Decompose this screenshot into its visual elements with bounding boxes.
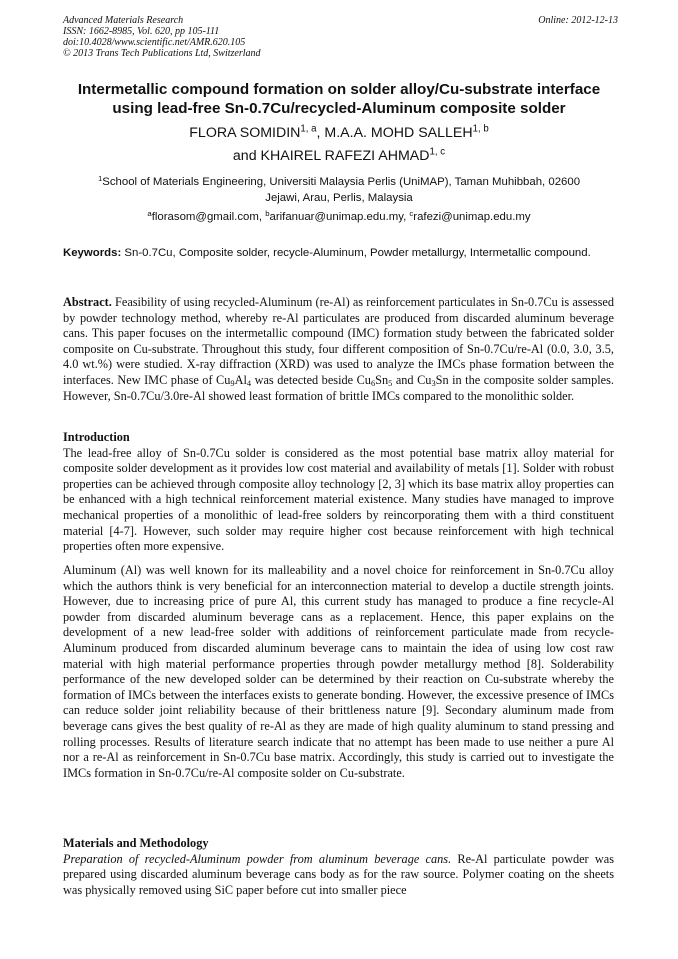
materials-section xyxy=(63,836,614,898)
journal-name: Advanced Materials Research xyxy=(63,15,184,26)
author-emails xyxy=(40,209,638,225)
affiliation-number: 1 xyxy=(97,173,103,183)
email-mark: a xyxy=(147,208,152,218)
abstract-text: and Cu xyxy=(392,372,432,387)
materials-heading: Materials and Methodology xyxy=(63,836,209,850)
author-affiliation-mark: 1, a xyxy=(300,123,317,135)
keywords-text: Sn-0.7Cu, Composite solder, recycle-Aluminum, Powder metallurgy, Intermetallic compound. xyxy=(121,247,591,259)
title-line-1: Intermetallic compound formation on solder alloy/Cu-substrate interface xyxy=(77,81,601,98)
subscript: 4 xyxy=(246,379,252,389)
author-list xyxy=(40,122,638,168)
keywords-label: Keywords: xyxy=(63,247,122,259)
email-link[interactable]: arifanuar@unimap.edu.my, xyxy=(269,211,410,223)
doi-line: doi:10.4028/www.scientific.net/AMR.620.105 xyxy=(63,37,246,48)
author-line-2 xyxy=(40,145,638,168)
affiliation-line-1 xyxy=(40,174,638,190)
copyright-line: © 2013 Trans Tech Publications Ltd, Switzerland xyxy=(63,48,261,59)
email-mark: b xyxy=(265,208,270,218)
materials-text: Re-Al particulate powder was prepared using discarded aluminum beverage cans body as for the raw source. Polymer coating on the sheets was physically removed using SiC paper before cut into smaller piece xyxy=(63,851,614,897)
affiliation-text: School of Materials Engineering, Universiti Malaysia Perlis (UniMAP), Taman Muhibbah, 02600 xyxy=(102,176,581,188)
author-name: FLORA SOMIDIN xyxy=(189,125,301,141)
subscript: 6 xyxy=(370,379,376,389)
introduction-section xyxy=(63,430,614,555)
author-affiliation-mark: 1, b xyxy=(472,123,489,135)
author-affiliation-mark: 1, c xyxy=(429,146,446,158)
abstract-text: Sn xyxy=(375,372,389,387)
abstract-text: Sn in the composite solder samples. However, Sn-0.7Cu/3.0re-Al showed least formation of brittle IMCs compared to the monolithic solder. xyxy=(63,372,614,403)
keywords xyxy=(63,246,614,260)
paper-title xyxy=(40,80,638,118)
journal-header xyxy=(63,15,618,59)
abstract xyxy=(63,295,614,404)
author-name: KHAIREL RAFEZI AHMAD xyxy=(260,148,430,164)
online-date: Online: 2012-12-13 xyxy=(538,15,618,26)
affiliation xyxy=(40,174,638,206)
abstract-text: Feasibility of using recycled-Aluminum (re-Al) as reinforcement particulates in Sn-0.7Cu is assessed by powder technology method, whereby re-Al particulates are produced from discarded aluminum beverage cans. This paper focuses on the intermetallic compound (IMC) formation study between the fabricated solder composite on Cu-substrate. Throughout this study, four different composition of Sn-0.7Cu/re-Al (0.0, 3.0, 3.5, 4.0 wt.%) were studied. X-ray diffraction (XRD) was used to analyze the IMCs phase formation between the interfaces. New IMC phase of Cu xyxy=(63,295,614,387)
author-separator: , xyxy=(316,125,325,141)
introduction-paragraph-1: The lead-free alloy of Sn-0.7Cu solder is considered as the most potential base matrix alloy material for composite solder development as it provides low cost material and availability of metals [1]. Solder with robust properties can be achieved through composite alloy technology [2, 3] which its base matrix alloy properties can be enhanced with a high technical reinforcement material existence. Many studies have managed to improve mechanical properties of a monolithic of lead-free solders by reincorporating them with a third constituent material [4-7]. However, such solder may require higher cost because reinforcement with high technical properties often more expensive. xyxy=(63,445,614,554)
materials-subheading: Preparation of recycled-Aluminum powder from aluminum beverage cans. xyxy=(63,851,452,866)
email-link[interactable]: rafezi@unimap.edu.my xyxy=(413,211,531,223)
abstract-text: Al xyxy=(234,372,247,387)
subscript: 9 xyxy=(230,379,235,389)
author-name: M.A.A. MOHD SALLEH xyxy=(324,125,473,141)
issn-line: ISSN: 1662-8985, Vol. 620, pp 105-111 xyxy=(63,26,220,37)
author-line-1 xyxy=(40,122,638,145)
introduction-paragraph-2: Aluminum (Al) was well known for its malleability and a novel choice for reinforcement in Sn-0.7Cu alloy which the authors think is very beneficial for an interconnection material to develop a ductile strength joints. However, due to increasing price of pure Al, this current study has managed to produce a fine recycle-Al powder from discarded aluminum beverage cans as a replacement. Hence, this paper explains on the development of a new lead-free solder with additions of reinforcement particulate made from recycle-Aluminum produced from discarded aluminum beverage cans to maintain the idea of using low cost raw material with high material performance properties through powder metallurgy method [8]. Solderability performance of the new developed solder can be determined by their reaction on Cu-substrate whereby the formation of IMCs between the interfaces exists to generate bonding. However, the excessive presence of IMCs can reduce solder joint reliability because of their brittleness nature [9]. Secondary aluminum made from beverage cans gives the best quality of re-Al as they are made of high quality aluminum to stand pressing and rolling processes. Results of literature search indicate that no attempt has been made to use neither a pure Al nor a re-Al as reinforcement in Sn-0.7Cu base matrix. Accordingly, this study is carried out to investigate the IMCs formation in Sn-0.7Cu/re-Al composite solder on Cu-substrate. xyxy=(63,563,614,780)
introduction-heading: Introduction xyxy=(63,430,130,444)
abstract-text: was detected beside Cu xyxy=(251,372,371,387)
abstract-label: Abstract. xyxy=(63,295,112,309)
subscript: 3 xyxy=(431,379,436,389)
title-line-2: using lead-free Sn-0.7Cu/recycled-Aluminum composite solder xyxy=(112,100,566,117)
subscript: 5 xyxy=(388,379,393,389)
author-conjunction: and xyxy=(232,148,261,164)
affiliation-line-2: Jejawi, Arau, Perlis, Malaysia xyxy=(265,192,413,204)
email-link[interactable]: florasom@gmail.com, xyxy=(151,211,266,223)
introduction-paragraph-2-block xyxy=(63,563,614,781)
materials-paragraph xyxy=(63,852,614,899)
email-mark: c xyxy=(409,208,414,218)
